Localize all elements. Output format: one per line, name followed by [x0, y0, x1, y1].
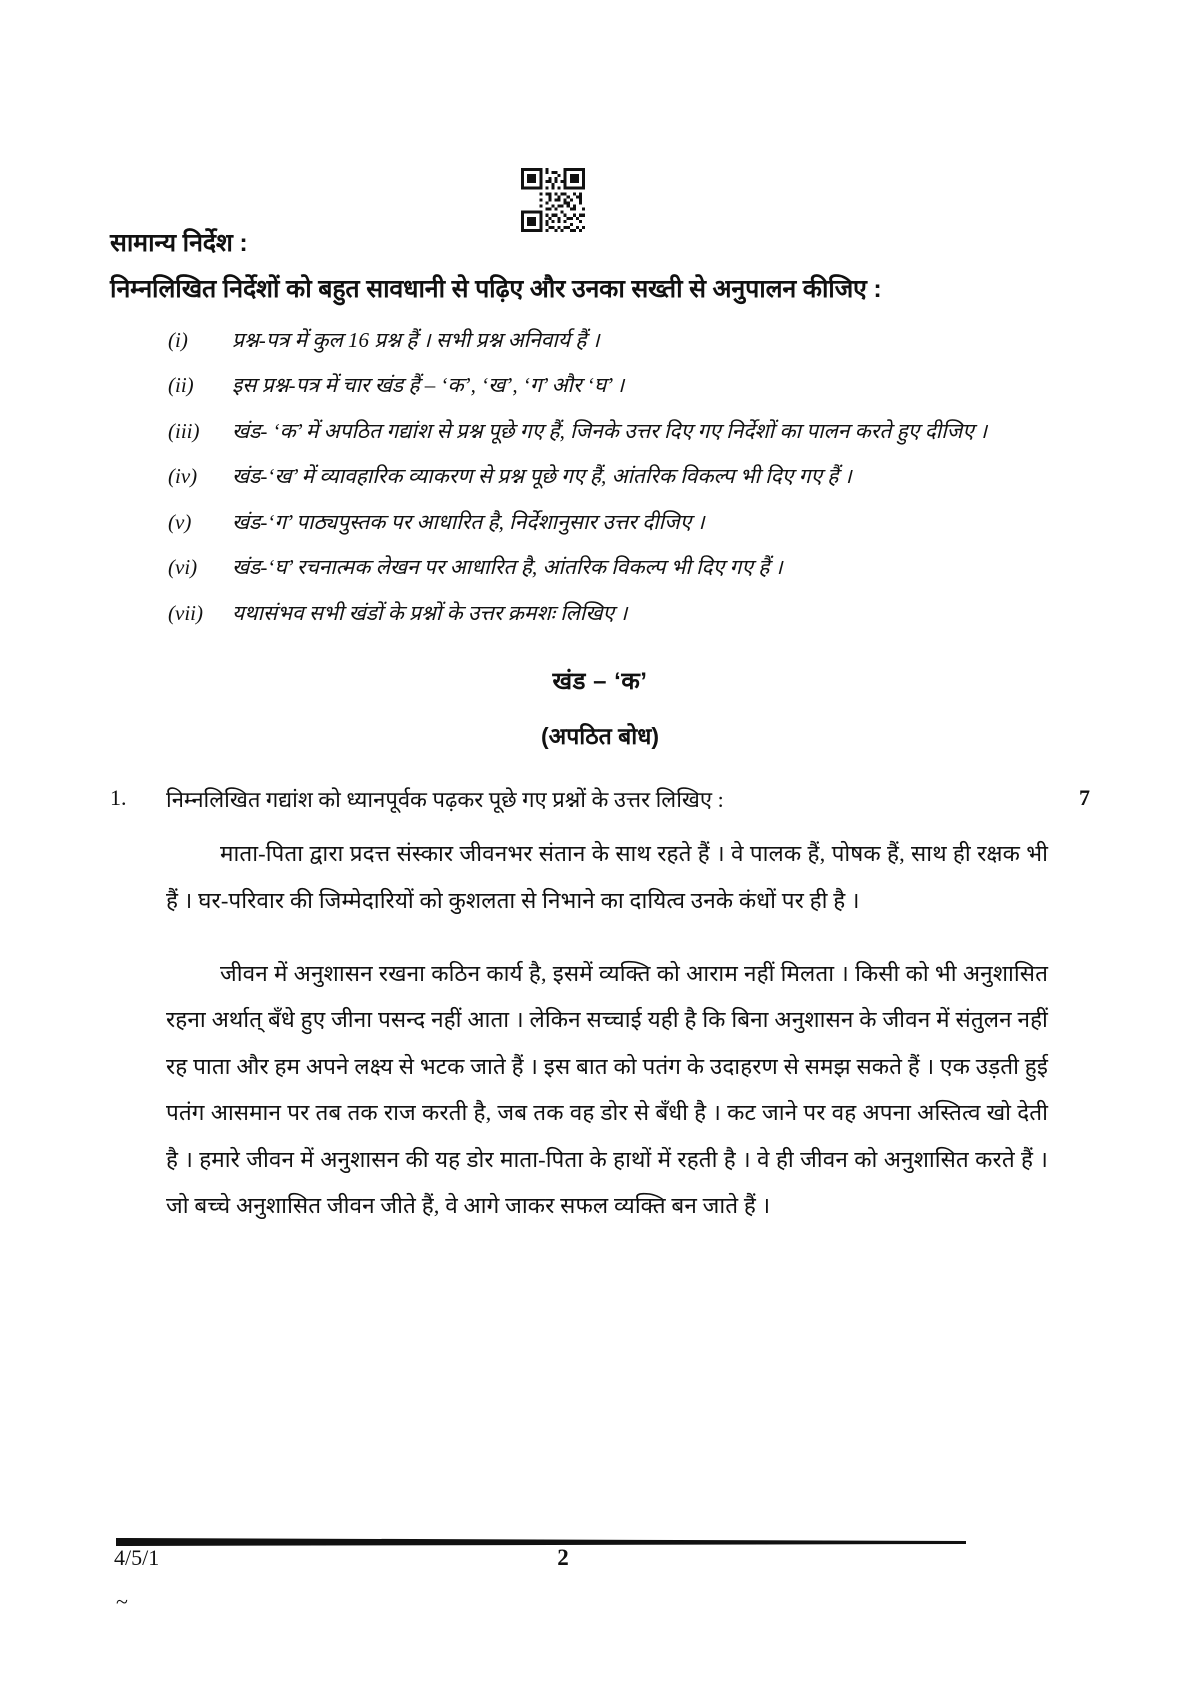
instruction-text: खंड- ‘क’ में अपठित गद्यांश से प्रश्न पूछे गए हैं, जिनके उत्तर दिए गए निर्देशों का पालन करते हुए दीजिए । [232, 418, 988, 443]
instruction-item [168, 324, 1090, 357]
passage-paragraph: माता-पिता द्वारा प्रदत्त संस्कार जीवनभर संतान के साथ रहते हैं । वे पालक हैं, पोषक हैं, साथ ही रक्षक भी हैं । घर-परिवार की जिम्मेदारियों को कुशलता से निभाने का दायित्व उनके कंधों पर ही है । [166, 841, 1048, 913]
page-number: 2 [557, 1545, 569, 1570]
section-heading: खंड – ‘क’ [552, 667, 648, 695]
instruction-item [168, 415, 1090, 448]
instruction-marker: (vii) [168, 601, 203, 626]
instruction-text: खंड-‘घ’ रचनात्मक लेखन पर आधारित है, आंतरिक विकल्प भी दिए गए हैं । [232, 555, 783, 580]
instruction-text: खंड-‘ख’ में व्यावहारिक व्याकरण से प्रश्न पूछे गए हैं, आंतरिक विकल्प भी दिए गए हैं । [232, 464, 852, 489]
question-number: 1. [110, 784, 127, 810]
instruction-item [168, 506, 1090, 539]
instruction-text: यथासंभव सभी खंडों के प्रश्नों के उत्तर क्रमशः लिखिए । [232, 601, 628, 626]
general-instructions-title: सामान्य निर्देश : [110, 229, 248, 257]
paper-code: 4/5/1 [114, 1545, 160, 1570]
instruction-text: प्रश्न-पत्र में कुल 16 प्रश्न हैं । सभी प्रश्न अनिवार्य हैं । [232, 327, 600, 352]
instruction-item [168, 369, 1090, 402]
qr-code-icon [521, 168, 585, 232]
instruction-marker: (v) [168, 509, 192, 534]
section-subheading: (अपठित बोध) [540, 722, 659, 749]
footer-mark: ~ [116, 1589, 128, 1614]
question-marks: 7 [1079, 784, 1090, 810]
page-content [110, 228, 1090, 1256]
reading-passage [110, 831, 1090, 1230]
passage-paragraph: जीवन में अनुशासन रखना कठिन कार्य है, इसमें व्यक्ति को आराम नहीं मिलता । किसी को भी अनुशासित रहना अर्थात् बँधे हुए जीना पसन्द नहीं आता । लेकिन सच्चाई यही है कि बिना अनुशासन के जीवन में संतुलन नहीं रह पाता और हम अपने लक्ष्य से भटक जाते हैं । इस बात को पतंग के उदाहरण से समझ सकते हैं । एक उड़ती हुई पतंग आसमान पर तब तक राज करती है, जब तक वह डोर से बँधी है । कट जाने पर वह अपना अस्तित्व खो देती है । हमारे जीवन में अनुशासन की यह डोर माता-पिता के हाथों में रहती है । वे ही जीवन को अनुशासित करते हैं । जो बच्चे अनुशासित जीवन जीते हैं, वे आगे जाकर सफल व्यक्ति बन जाते हैं । [166, 960, 1048, 1219]
instruction-marker: (iii) [168, 418, 200, 443]
instruction-item [168, 551, 1090, 584]
instruction-item [168, 460, 1090, 493]
instruction-marker: (iv) [168, 464, 198, 489]
general-instructions-subtitle: निम्नलिखित निर्देशों को बहुत सावधानी से पढ़िए और उनका सख्ती से अनुपालन कीजिए : [110, 275, 882, 304]
instruction-text: इस प्रश्न-पत्र में चार खंड हैं – ‘क’, ‘ख’, ‘ग’ और ‘घ’ । [232, 373, 625, 398]
question-text: निम्नलिखित गद्यांश को ध्यानपूर्वक पढ़कर पूछे गए प्रश्नों के उत्तर लिखिए : [166, 786, 724, 812]
page-footer [110, 1545, 1090, 1615]
instruction-item [168, 597, 1090, 630]
instruction-text: खंड-‘ग’ पाठ्यपुस्तक पर आधारित है, निर्देशानुसार उत्तर दीजिए । [232, 509, 705, 534]
instruction-marker: (i) [168, 327, 188, 352]
instruction-marker: (vi) [168, 555, 198, 580]
instruction-marker: (ii) [168, 373, 194, 398]
question-1-row [110, 785, 1090, 816]
instructions-list [110, 324, 1090, 630]
